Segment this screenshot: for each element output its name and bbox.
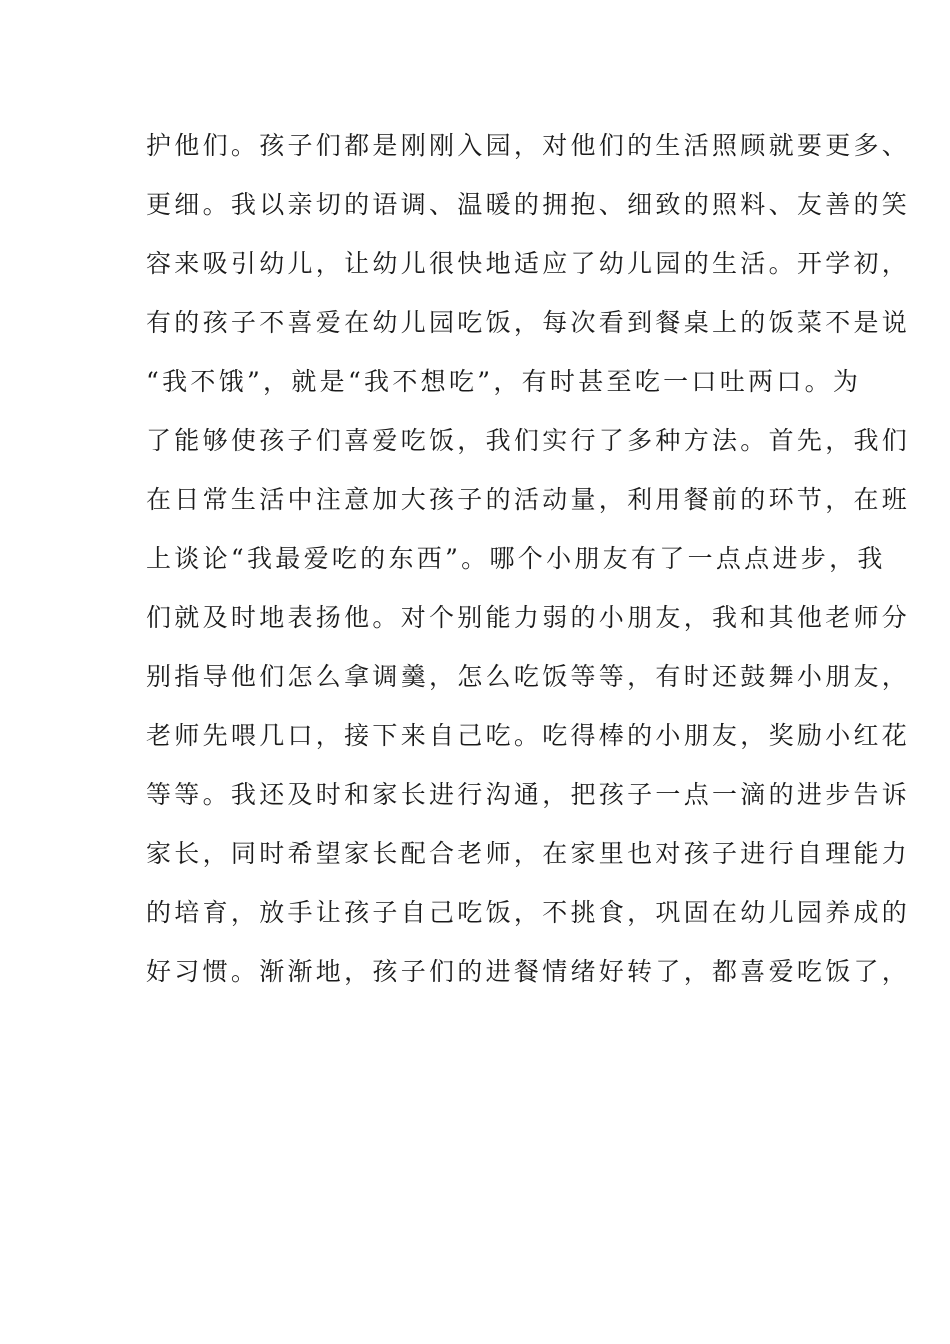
body-text (146, 126, 911, 1011)
text-line: 更细。我以亲切的语调、温暖的拥抱、细致的照料、友善的笑 (146, 190, 911, 219)
text-line: “我不饿”，就是“我不想吃”，有时甚至吃一口吐两口。为 (146, 367, 862, 396)
text-line: 们就及时地表扬他。对个别能力弱的小朋友，我和其他老师分 (146, 603, 911, 632)
text-line: 的培育，放手让孩子自己吃饭，不挑食，巩固在幼儿园养成的 (146, 898, 911, 927)
text-line: 老师先喂几口，接下来自己吃。吃得棒的小朋友，奖励小红花 (146, 721, 911, 750)
text-line: 了能够使孩子们喜爱吃饭，我们实行了多种方法。首先，我们 (146, 426, 911, 455)
text-line: 护他们。孩子们都是刚刚入园，对他们的生活照顾就要更多、 (146, 131, 911, 160)
text-line: 有的孩子不喜爱在幼儿园吃饭，每次看到餐桌上的饭菜不是说 (146, 308, 911, 337)
text-line: 容来吸引幼儿，让幼儿很快地适应了幼儿园的生活。开学初， (146, 249, 911, 278)
text-line: 等等。我还及时和家长进行沟通，把孩子一点一滴的进步告诉 (146, 780, 911, 809)
text-line: 别指导他们怎么拿调羹，怎么吃饭等等，有时还鼓舞小朋友， (146, 662, 911, 691)
text-line: 好习惯。渐渐地，孩子们的进餐情绪好转了，都喜爱吃饭了， (146, 957, 911, 986)
text-line: 上谈论“我最爱吃的东西”。哪个小朋友有了一点点进步，我 (146, 544, 886, 573)
text-line: 家长，同时希望家长配合老师，在家里也对孩子进行自理能力 (146, 839, 911, 868)
text-line: 在日常生活中注意加大孩子的活动量，利用餐前的环节，在班 (146, 485, 911, 514)
